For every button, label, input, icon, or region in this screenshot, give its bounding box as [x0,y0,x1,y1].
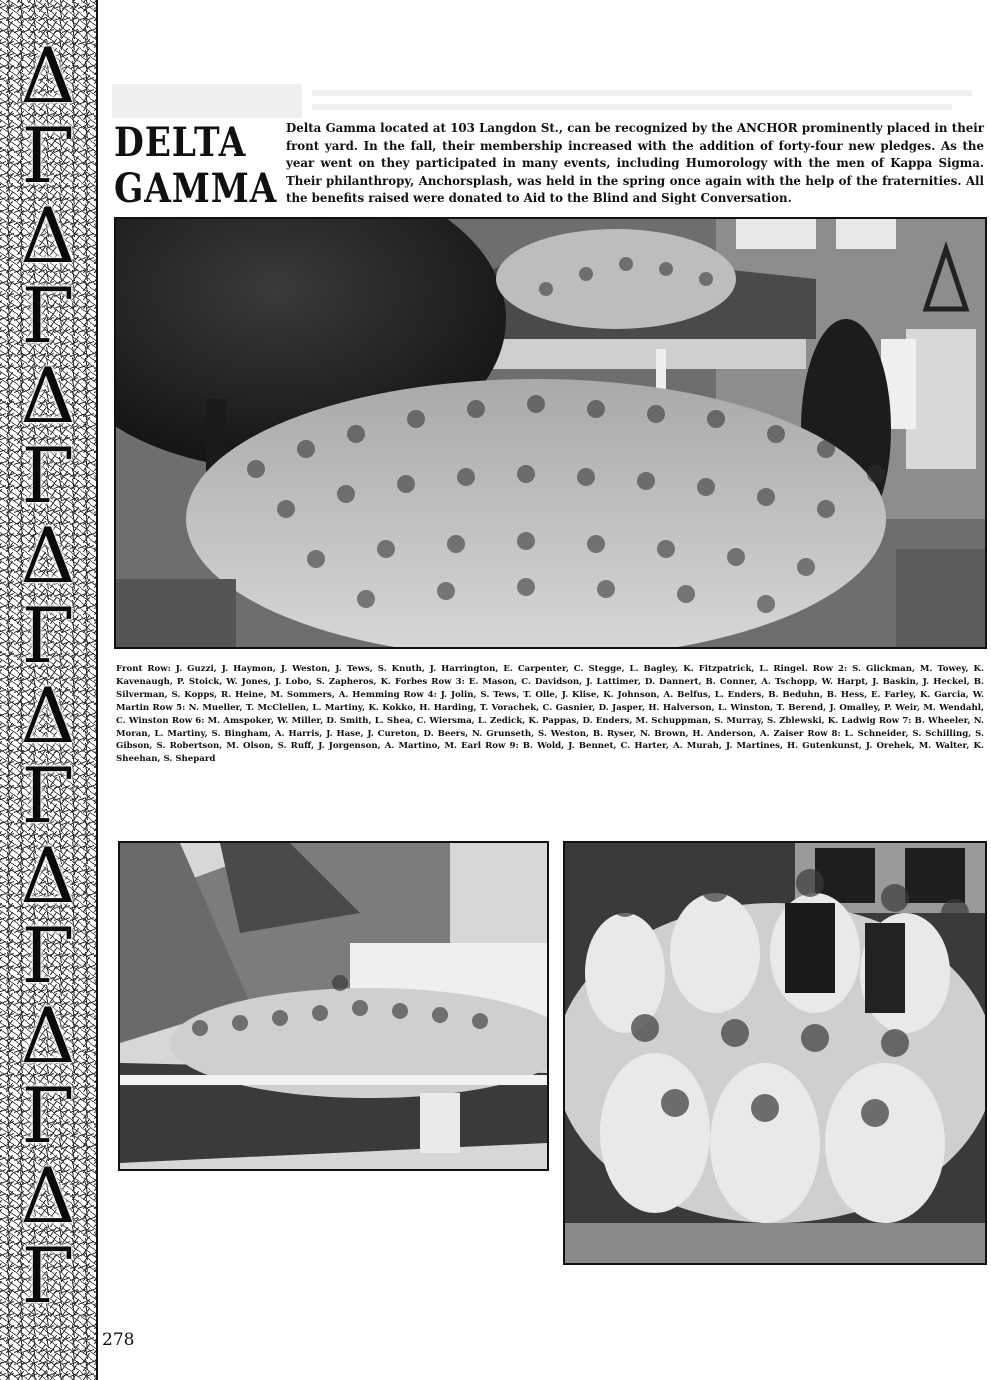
greek-letter: Δ [20,1151,76,1240]
roof-photo-image [120,843,547,1169]
greek-letter: Δ [20,671,76,760]
group-photo [114,217,987,649]
greek-letter: Γ [21,431,75,520]
greek-letter: Γ [21,591,75,680]
greek-letter: Δ [20,351,76,440]
close-group-photo-image [565,843,985,1263]
greek-letter: Δ [20,31,76,120]
show-through-shadow [112,80,982,120]
photo-caption: Front Row: J. Guzzi, J. Haymon, J. Weston, J. Tews, S. Knuth, J. Harrington, E. Carpenter, C. Stegge, L. Bagley, K. Fitzpatrick, L. Ringel. Row 2: S. Glickman, M. Towey, K. Kavenaugh, P. Stoick, W. Jones, J. Lobo, S. Zapheros, K. Forbes Row 3: E. Mason, C. Davidson, J. Lattimer, D. Dannert, B. Conner, A. Tschopp, W. Harpt, J. Baskin, J. Heckel, B. Silverman, S. Kopps, R. Heine, M. Sommers, A. Hemming Row 4: J. Jolin, S. Tews, T. Olle, J. Klise, K. Johnson, A. Belfus, L. Enders, B. Beduhn, B. Hess, E. Farley, K. Garcia, W. Martin Row 5: N. Mueller, T. McClellen, L. Martiny, K. Kokko, H. Harding, T. Vorachek, C. Gasnier, D. Jasper, H. Halverson, L. Winston, T. Berend, J. Omalley, P. Weir, M. Wendahl, C. Winston Row 6: M. Amspoker, W. Miller, D. Smith, L. Shea, C. Wiersma, L. Zedick, K. Pappas, D. Enders, M. Schuppman, S. Murray, S. Zblewski, K. Ladwig Row 7: B. Wheeler, N. Moran, L. Martiny, S. Bingham, A. Harris, J. Hase, J. Cureton, D. Beers, N. Grunseth, S. Weston, B. Ryser, N. Brown, H. Anderson, A. Zaiser Row 8: L. Schneider, S. Schilling, S. Gibson, S. Robertson, M. Olson, S. Ruff, J. Jorgenson, A. Martino, M. Earl Row 9: B. Wold, J. Bennet, C. Harter, A. Murah, J. Martines, H. Gutenkunst, J. Orehek, M. Walter, K. Sheehan, S. Shepard [116,664,984,765]
greek-letter: Γ [21,1231,75,1320]
greek-letter: Δ [20,511,76,600]
greek-letter: Γ [21,271,75,360]
intro-paragraph: Delta Gamma located at 103 Langdon St., can be recognized by the ANCHOR prominently placed in their front yard. In the fall, their membership increased with the addition of forty-four new pledges. As the year went on they participated in many events, including Humorology with the men of Kappa Sigma. Their philanthropy, Anchorsplash, was held in the spring once again with the help of the fraternities. All the benefits raised were donated to Aid to the Blind and Sight Conversation. [286,121,984,205]
roof-photo [118,841,549,1171]
greek-letter: Δ [20,191,76,280]
greek-letter: Γ [21,1071,75,1160]
greek-letter: Δ [20,831,76,920]
greek-letter: Δ [20,991,76,1080]
group-photo-image [116,219,985,647]
title-line-2: GAMMA [114,165,278,212]
page-number: 278 [102,1330,135,1350]
greek-letters-column [8,0,88,1380]
close-group-photo [563,841,987,1265]
section-title [114,119,278,212]
sidebar-border-line [96,0,98,1380]
greek-letter: Γ [21,911,75,1000]
greek-letter: Γ [21,751,75,840]
greek-letter: Γ [21,111,75,200]
title-line-1: DELTA [114,119,247,166]
